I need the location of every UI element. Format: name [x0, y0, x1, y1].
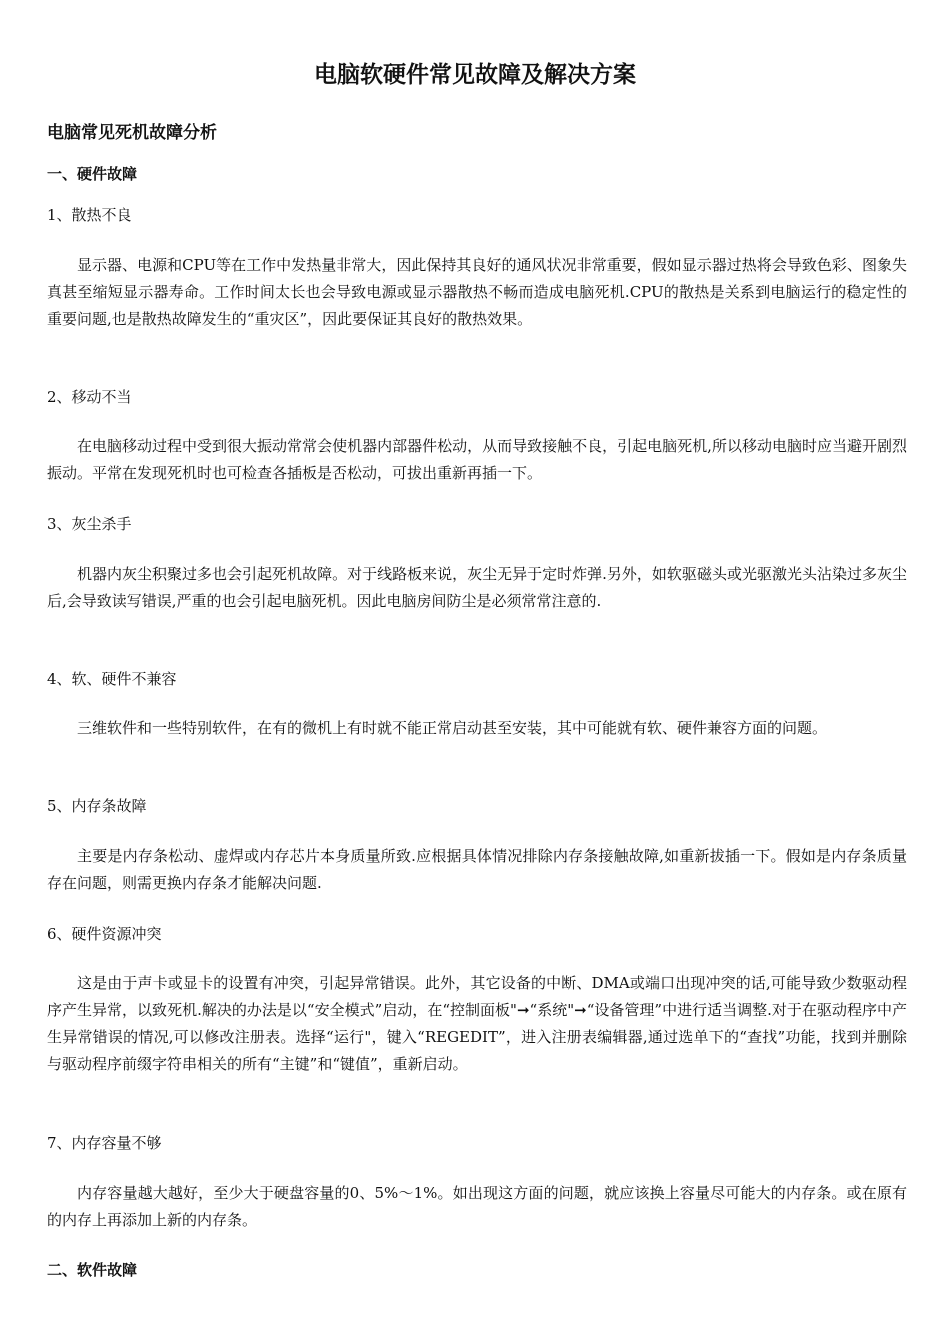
- item-heading-4: 4、软、硬件不兼容: [47, 670, 177, 688]
- item-text-3: 机器内灰尘积聚过多也会引起死机故障。对于线路板来说，灰尘无异于定时炸弹.另外，如软驱磁头或光驱激光头沾染过多灰尘后,会导致读写错误,严重的也会引起电脑死机。因此电脑房间防尘是必须常常注意的.: [47, 565, 907, 610]
- section-heading: 电脑常见死机故障分析: [47, 123, 217, 143]
- item-heading-6: 6、硬件资源冲突: [47, 925, 162, 943]
- item-text-2: 在电脑移动过程中受到很大振动常常会使机器内部器件松动，从而导致接触不良，引起电脑死机,所以移动电脑时应当避开剧烈振动。平常在发现死机时也可检查各插板是否松动，可拔出重新再插一下。: [47, 437, 907, 482]
- item-heading-2: 2、移动不当: [47, 388, 132, 406]
- item-heading-5: 5、内存条故障: [47, 797, 147, 815]
- item-text-6: 这是由于声卡或显卡的设置有冲突，引起异常错误。此外，其它设备的中断、DMA或端口出现冲突的话,可能导致少数驱动程序产生异常，以致死机.解决的办法是以“安全模式”启动，在“控制面板"➞“系统"➞“设备管理”中进行适当调整.对于在驱动程序中产生异常错误的情况,可以修改注册表。选择“运行"，键入“REGEDIT”，进入注册表编辑器,通过选单下的“查找”功能，找到并删除与驱动程序前缀字符串相关的所有“主键”和“键值”，重新启动。: [47, 974, 907, 1073]
- item-heading-3: 3、灰尘杀手: [47, 515, 132, 533]
- item-heading-7: 7、内存容量不够: [47, 1134, 162, 1152]
- item-text-7: 内存容量越大越好，至少大于硬盘容量的0、5%～1%。如出现这方面的问题，就应该换上容量尽可能大的内存条。或在原有的内存上再添加上新的内存条。: [47, 1184, 907, 1229]
- item-text-1: 显示器、电源和CPU等在工作中发热量非常大，因此保持其良好的通风状况非常重要，假如显示器过热将会导致色彩、图象失真甚至缩短显示器寿命。工作时间太长也会导致电源或显示器散热不畅而造成电脑死机.CPU的散热是关系到电脑运行的稳定性的重要问题,也是散热故障发生的“重灾区”，因此要保证其良好的散热效果。: [47, 256, 907, 328]
- document-title: 电脑软硬件常见故障及解决方案: [314, 62, 636, 88]
- item-heading-1: 1、散热不良: [47, 206, 132, 224]
- part-heading-software: 二、软件故障: [47, 1261, 138, 1279]
- part-heading-hardware: 一、硬件故障: [47, 165, 138, 183]
- item-text-5: 主要是内存条松动、虚焊或内存芯片本身质量所致.应根据具体情况排除内存条接触故障,如重新拔插一下。假如是内存条质量存在问题，则需更换内存条才能解决问题.: [47, 847, 907, 892]
- item-text-4: 三维软件和一些特别软件，在有的微机上有时就不能正常启动甚至安装，其中可能就有软、硬件兼容方面的问题。: [77, 719, 828, 737]
